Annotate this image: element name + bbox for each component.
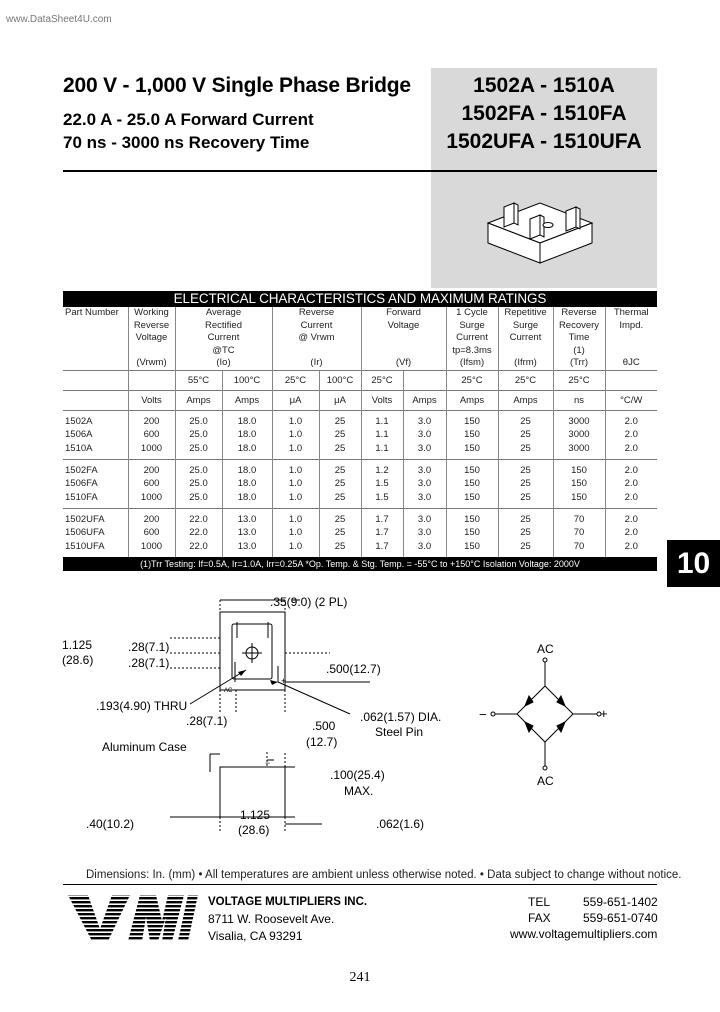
column-header-cell (63, 307, 128, 370)
page-title: 200 V - 1,000 V Single Phase Bridge (63, 74, 411, 97)
forward-current-heading: 22.0 A - 25.0 A Forward Current (63, 110, 314, 129)
pin-length-max: MAX. (344, 784, 374, 798)
column-header-line (362, 345, 446, 358)
value-cell: 1.0 (272, 477, 319, 491)
temperature-cell: 25°C (361, 370, 403, 390)
drawing-plus-label: + (281, 676, 287, 686)
value-cell: 200 (128, 410, 175, 428)
value-cell: 25 (498, 477, 553, 491)
column-header-line: θJC (622, 357, 640, 368)
temperature-cell: 25°C (272, 370, 319, 390)
schematic-plus: + (600, 706, 608, 721)
center-dimension: .500(12.7) (326, 662, 381, 676)
value-cell: 25 (498, 508, 553, 526)
value-cell: 25 (319, 442, 361, 459)
value-cell: 25.0 (175, 491, 222, 508)
temperature-cell: 25°C (446, 370, 498, 390)
column-header-line: (Ifsm) (459, 357, 485, 368)
value-cell: 3.0 (403, 540, 446, 557)
value-cell: 22.0 (175, 508, 222, 526)
column-header-line: Voltage (387, 319, 420, 331)
table-row (63, 508, 657, 526)
schematic-ac-top: AC (537, 642, 554, 656)
value-cell: 150 (446, 442, 498, 459)
unit-cell: Amps (498, 390, 553, 410)
value-cell: 13.0 (222, 508, 272, 526)
column-header-line: Impd. (619, 319, 644, 331)
unit-cell: °C/W (605, 390, 657, 410)
value-cell: 13.0 (222, 526, 272, 540)
pin-width-dimension: .35(9.0) (2 PL) (270, 595, 348, 609)
value-cell: 2.0 (624, 527, 638, 539)
value-cell: 2.0 (624, 541, 638, 553)
table-row (63, 410, 657, 428)
watermark: www.DataSheet4U.com (6, 14, 112, 25)
company-name: VOLTAGE MULTIPLIERS INC. (208, 896, 368, 908)
value-cell: 25 (498, 526, 553, 540)
value-cell: 150 (553, 477, 605, 491)
case-width-mm: (28.6) (238, 823, 270, 837)
table-row (63, 477, 657, 491)
column-header-line: Reverse (298, 307, 335, 318)
column-header-cell (128, 307, 175, 370)
part-number-cell: 1506FA (63, 477, 128, 491)
column-header-cell (605, 307, 657, 370)
value-cell: 3000 (553, 442, 605, 459)
column-header-line (362, 332, 446, 345)
vmi-logo (66, 893, 198, 943)
unit-cell: Amps (403, 390, 446, 410)
table-row (63, 526, 657, 540)
schematic-minus: − (479, 707, 487, 722)
column-header-line: Surge (512, 319, 539, 331)
value-cell: 150 (446, 477, 498, 491)
pin-offset-dimension: .28(7.1) (186, 714, 228, 728)
column-header-line: (Vf) (395, 357, 412, 368)
case-height-dimension: .40(10.2) (86, 817, 135, 831)
column-header-line: @TC (212, 344, 235, 356)
value-cell: 3.0 (403, 526, 446, 540)
value-cell: 25 (319, 491, 361, 508)
table-row (63, 491, 657, 508)
value-cell: 2.0 (605, 459, 657, 477)
column-header-line: Voltage (135, 332, 168, 343)
column-header-cell (446, 307, 498, 370)
column-header-line: Current (456, 332, 488, 343)
temperature-cell: 25°C (498, 370, 553, 390)
part-number-cell: 1506UFA (63, 526, 128, 540)
part-number-cell: 1502FA (63, 459, 128, 477)
schematic-ac-bottom: AC (537, 774, 554, 788)
column-header-line: tp=8.3ms (452, 344, 492, 356)
value-cell: 600 (128, 526, 175, 540)
table-row (63, 428, 657, 442)
column-header-line: Part Number (65, 307, 119, 318)
part-range-ufa: 1502UFA - 1510UFA (446, 130, 642, 153)
column-header-line: (Ifrm) (514, 357, 537, 368)
temperature-cell (605, 370, 657, 390)
unit-cell: μA (272, 390, 319, 410)
value-cell: 2.0 (624, 442, 638, 454)
value-cell: 25.0 (175, 410, 222, 428)
value-cell: 150 (446, 410, 498, 428)
value-cell: 1.0 (272, 526, 319, 540)
value-cell: 1.5 (361, 491, 403, 508)
column-header-line: Rectified (205, 319, 242, 331)
column-header-line (606, 345, 658, 358)
pin-spacing-dimension-a: .28(7.1) (128, 640, 170, 654)
table-row (63, 442, 657, 459)
value-cell: 25 (319, 410, 361, 428)
value-cell: 1.0 (272, 540, 319, 557)
value-cell: 1.0 (272, 459, 319, 477)
value-cell: 18.0 (222, 477, 272, 491)
column-header-line (606, 332, 658, 345)
value-cell: 1.5 (361, 477, 403, 491)
value-cell: 150 (553, 491, 605, 508)
column-header-line: (Ir) (310, 357, 323, 368)
unit-cell: μA (319, 390, 361, 410)
column-header-line: Thermal (613, 307, 649, 318)
tel-number: 559-651-1402 (583, 895, 658, 909)
column-header-line: Current (300, 319, 333, 331)
value-cell: 70 (553, 526, 605, 540)
column-header-cell (361, 307, 446, 370)
value-cell: 200 (128, 459, 175, 477)
pin-row-dimension-mm: (12.7) (306, 735, 338, 749)
value-cell: 1.1 (361, 410, 403, 428)
value-cell: 3000 (553, 410, 605, 428)
value-cell: 1000 (128, 540, 175, 557)
value-cell: 25.0 (175, 477, 222, 491)
value-cell: 2.0 (624, 492, 638, 504)
pin-diameter-dimension: .062(1.57) DIA. (360, 710, 442, 724)
part-number-cell: 1506A (63, 428, 128, 442)
temperature-cell (128, 370, 175, 390)
value-cell: 25 (498, 410, 553, 428)
column-header-line: (Trr) (569, 357, 589, 368)
recovery-time-heading: 70 ns - 3000 ns Recovery Time (63, 133, 310, 152)
value-cell: 3.0 (403, 477, 446, 491)
value-cell: 25 (498, 540, 553, 557)
value-cell: 1.0 (272, 508, 319, 526)
footer-rule (63, 884, 657, 885)
part-range-fa: 1502FA - 1510FA (461, 102, 627, 125)
temperature-cell (403, 370, 446, 390)
part-number-cell: 1502UFA (63, 508, 128, 526)
value-cell: 1.0 (272, 491, 319, 508)
value-cell: 25 (498, 491, 553, 508)
unit-cell: Volts (128, 390, 175, 410)
value-cell: 150 (446, 459, 498, 477)
column-header-cell (498, 307, 553, 370)
column-header-line: Reverse (133, 319, 170, 331)
unit-cell (63, 390, 128, 410)
column-header-line: Current (207, 332, 240, 343)
table-row (63, 459, 657, 477)
bridge-schematic (485, 650, 615, 775)
column-header-line (273, 345, 361, 358)
fax-label: FAX (528, 911, 551, 925)
pin-length-dimension: .100(25.4) (330, 768, 385, 782)
value-cell: 3.0 (403, 508, 446, 526)
value-cell: 18.0 (222, 428, 272, 442)
column-header-row (63, 307, 657, 370)
column-header-line: (Vrwm) (136, 357, 167, 368)
value-cell: 2.0 (624, 478, 638, 490)
part-number-cell: 1510UFA (63, 540, 128, 557)
value-cell: 70 (553, 540, 605, 557)
column-header-line: Recovery (558, 319, 600, 331)
unit-cell: Amps (446, 390, 498, 410)
value-cell: 150 (446, 540, 498, 557)
column-header-line: (1) (573, 344, 585, 356)
table-footnote: (1)Trr Testing: If=0.5A, Ir=1.0A, Irr=0.25A *Op. Temp. & Stg. Temp. = -55°C to +150°C Isolation Voltage: 2000V (63, 557, 657, 571)
unit-cell: Volts (361, 390, 403, 410)
value-cell: 1.1 (361, 442, 403, 459)
value-cell: 25 (319, 459, 361, 477)
value-cell: 1.0 (272, 428, 319, 442)
column-header-line: Working (134, 307, 169, 318)
value-cell: 25.0 (175, 442, 222, 459)
value-cell: 25 (319, 526, 361, 540)
value-cell: 150 (446, 526, 498, 540)
value-cell: 200 (128, 508, 175, 526)
value-cell: 22.0 (175, 540, 222, 557)
value-cell: 3.0 (403, 442, 446, 459)
part-number-cell: 1502A (63, 410, 128, 428)
column-header-cell (272, 307, 361, 370)
company-address-street: 8711 W. Roosevelt Ave. (208, 912, 335, 926)
pin-thickness-dimension: .062(1.6) (376, 817, 425, 831)
section-tab: 10 (667, 540, 720, 587)
value-cell: 150 (446, 508, 498, 526)
column-header-line: @ Vrwm (298, 332, 335, 343)
value-cell: 25.0 (175, 459, 222, 477)
column-header-line: Time (568, 332, 590, 343)
unit-cell: Amps (222, 390, 272, 410)
value-cell: 1.0 (272, 410, 319, 428)
value-cell: 1.1 (361, 428, 403, 442)
page-number: 241 (349, 970, 371, 985)
case-material-label: Aluminum Case (102, 740, 187, 754)
value-cell: 1.7 (361, 540, 403, 557)
value-cell: 25 (319, 477, 361, 491)
value-cell: 2.0 (605, 410, 657, 428)
pin-material-label: Steel Pin (375, 725, 424, 739)
value-cell: 25 (319, 428, 361, 442)
drawing-ac-label: AC (224, 688, 233, 694)
value-cell: 3.0 (403, 459, 446, 477)
value-cell: 18.0 (222, 491, 272, 508)
column-header-line: Repetitive (504, 307, 547, 318)
value-cell: 150 (553, 459, 605, 477)
value-cell: 13.0 (222, 540, 272, 557)
column-header-line (499, 345, 553, 358)
value-cell: 1.2 (361, 459, 403, 477)
table-title: ELECTRICAL CHARACTERISTICS AND MAXIMUM RATINGS (63, 291, 657, 307)
header-rule (63, 170, 657, 172)
value-cell: 18.0 (222, 442, 272, 459)
fax-number: 559-651-0740 (583, 911, 658, 925)
part-number-cell: 1510A (63, 442, 128, 459)
value-cell: 2.0 (624, 429, 638, 441)
value-cell: 3.0 (403, 410, 446, 428)
unit-row (63, 390, 657, 410)
value-cell: 1.7 (361, 526, 403, 540)
value-cell: 150 (446, 428, 498, 442)
column-header-line: Average (205, 307, 242, 318)
package-illustration (470, 185, 610, 275)
temperature-cell (63, 370, 128, 390)
drawing-minus-label: − (265, 758, 271, 768)
temperature-cell: 100°C (222, 370, 272, 390)
value-cell: 1000 (128, 491, 175, 508)
unit-cell: ns (553, 390, 605, 410)
electrical-characteristics-table (63, 291, 657, 571)
overall-length-dimension: 1.125 (62, 638, 93, 652)
value-cell: 600 (128, 428, 175, 442)
column-header-line: Current (509, 332, 542, 343)
pin-row-dimension: .500 (312, 719, 336, 733)
value-cell: 25 (319, 540, 361, 557)
column-header-line (129, 345, 175, 358)
value-cell: 18.0 (222, 459, 272, 477)
overall-length-mm: (28.6) (62, 653, 94, 667)
value-cell: 1.0 (272, 442, 319, 459)
value-cell: 1000 (128, 442, 175, 459)
value-cell: 3000 (553, 428, 605, 442)
value-cell: 25 (319, 508, 361, 526)
value-cell: 22.0 (175, 526, 222, 540)
pin-spacing-dimension-b: .28(7.1) (128, 656, 170, 670)
unit-cell: Amps (175, 390, 222, 410)
column-header-cell (553, 307, 605, 370)
website-link[interactable]: www.voltagemultipliers.com (510, 927, 658, 941)
value-cell: 25.0 (175, 428, 222, 442)
value-cell: 25 (498, 459, 553, 477)
tel-label: TEL (528, 895, 551, 909)
value-cell: 25 (498, 428, 553, 442)
temperature-row (63, 370, 657, 390)
value-cell: 70 (553, 508, 605, 526)
value-cell: 600 (128, 477, 175, 491)
company-address-city: Visalia, CA 93291 (208, 929, 303, 943)
temperature-cell: 100°C (319, 370, 361, 390)
ratings-grid (63, 307, 657, 557)
part-number-cell: 1510FA (63, 491, 128, 508)
column-header-cell (175, 307, 272, 370)
value-cell: 3.0 (403, 428, 446, 442)
dimensions-note: Dimensions: In. (mm) • All temperatures are ambient unless otherwise noted. • Data subject to change without notice. (86, 869, 682, 881)
column-header-line: 1 Cycle (456, 307, 488, 318)
value-cell: 1.7 (361, 508, 403, 526)
value-cell: 25 (498, 442, 553, 459)
temperature-cell: 25°C (553, 370, 605, 390)
value-cell: 18.0 (222, 410, 272, 428)
column-header-line: (Io) (216, 357, 231, 368)
column-header-line: Forward (386, 307, 421, 318)
value-cell: 150 (446, 491, 498, 508)
column-header-line: Reverse (561, 307, 597, 318)
column-header-line: Surge (459, 319, 485, 331)
case-width-dimension: 1.125 (240, 808, 271, 822)
table-row (63, 540, 657, 557)
temperature-cell: 55°C (175, 370, 222, 390)
part-range-a: 1502A - 1510A (473, 74, 615, 97)
value-cell: 2.0 (605, 508, 657, 526)
mounting-hole-dimension: .193(4.90) THRU (96, 699, 188, 713)
value-cell: 3.0 (403, 491, 446, 508)
